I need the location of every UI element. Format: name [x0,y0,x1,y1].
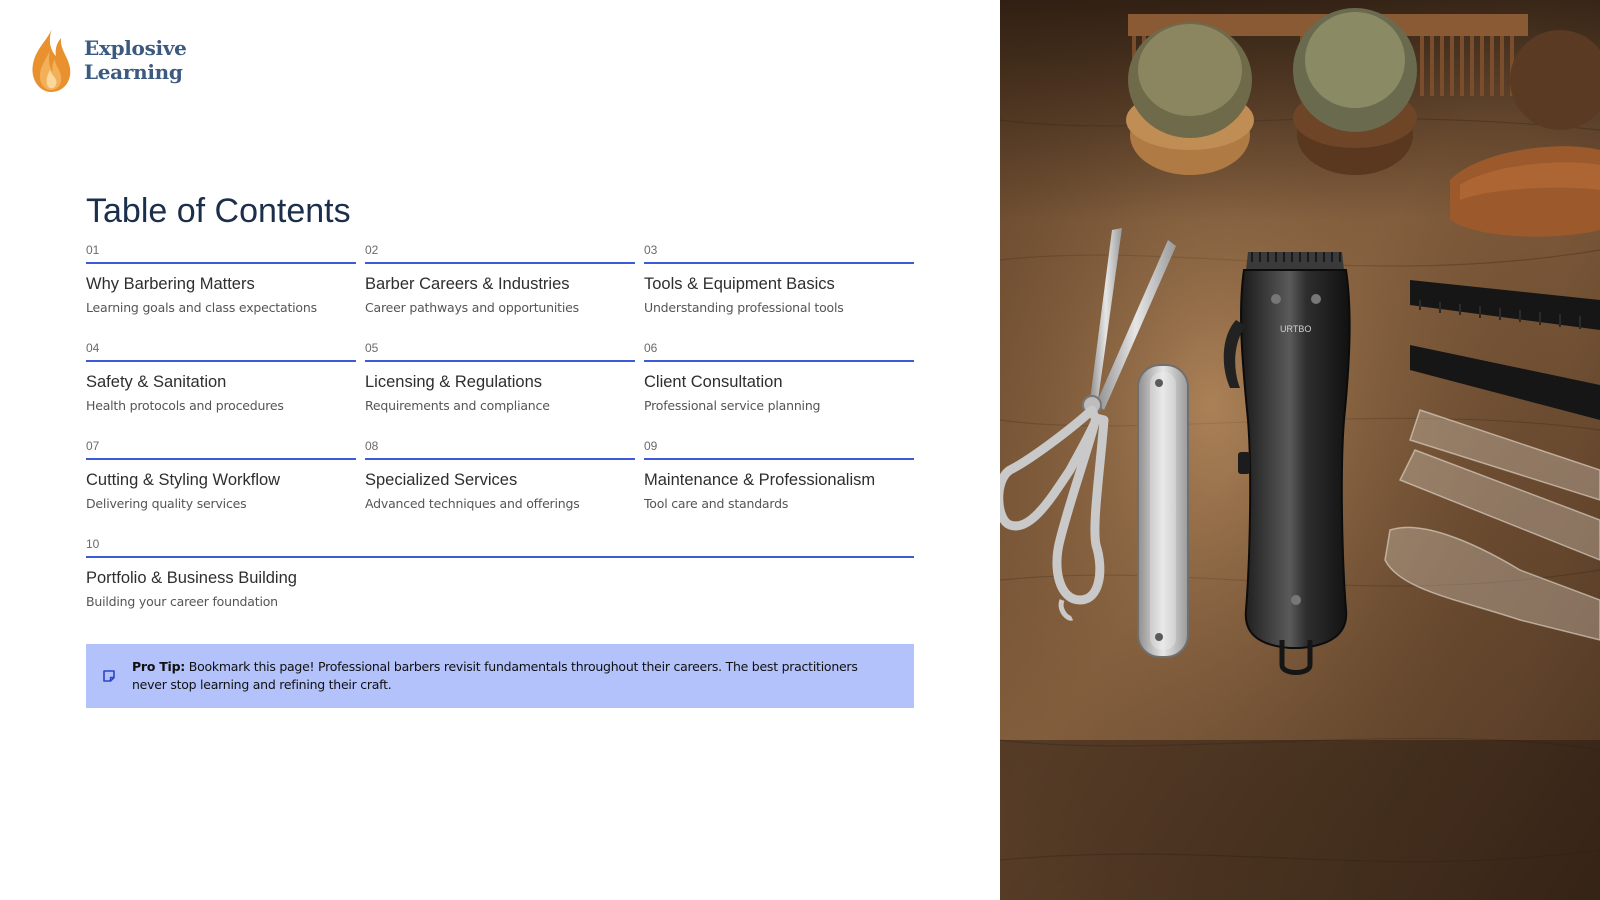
barber-tools-illustration [1000,0,1600,900]
brand-name-line2: Learning [84,60,183,84]
brand-name-line1: Explosive [84,36,187,60]
brand-name [84,36,187,84]
toc-item-title: Tools & Equipment Basics [644,275,835,293]
toc-item-subtitle: Building your career foundation [86,594,278,609]
toc-item-subtitle: Learning goals and class expectations [86,300,317,315]
toc-item-07[interactable] [86,438,356,536]
toc-item-number: 10 [86,536,914,558]
toc-item-10[interactable] [86,536,914,634]
toc-item-title: Cutting & Styling Workflow [86,471,281,489]
toc-item-04[interactable] [86,340,356,438]
toc-item-title: Maintenance & Professionalism [644,471,876,489]
toc-item-03[interactable] [644,242,914,340]
toc-item-subtitle: Advanced techniques and offerings [365,496,580,511]
toc-item-number: 04 [86,340,356,362]
barber-tools-photo [1000,0,1600,900]
toc-item-subtitle: Professional service planning [644,398,821,413]
toc-item-title: Barber Careers & Industries [365,275,570,293]
flame-icon [28,26,74,94]
toc-item-subtitle: Understanding professional tools [644,300,844,315]
toc-section [86,190,914,634]
toc-item-number: 07 [86,438,356,460]
toc-item-subtitle: Career pathways and opportunities [365,300,579,315]
toc-item-subtitle: Tool care and standards [644,496,789,511]
toc-item-title: Portfolio & Business Building [86,569,297,587]
pro-tip-callout [86,644,914,708]
toc-item-09[interactable] [644,438,914,536]
toc-item-subtitle: Requirements and compliance [365,398,550,413]
toc-item-number: 06 [644,340,914,362]
toc-item-05[interactable] [365,340,635,438]
pro-tip-body: Bookmark this page! Professional barbers revisit fundamentals throughout their careers. The best practitioners never stop learning and refining their craft. [132,659,858,692]
toc-item-06[interactable] [644,340,914,438]
toc-item-title: Client Consultation [644,373,783,391]
toc-item-subtitle: Health protocols and procedures [86,398,284,413]
pro-tip-text [132,658,878,694]
toc-item-number: 09 [644,438,914,460]
toc-item-title: Safety & Sanitation [86,373,227,391]
clipper-brand-text: URTBO [1280,324,1312,334]
page-title: Table of Contents [86,192,351,230]
toc-item-number: 02 [365,242,635,264]
brand-logo [28,26,187,94]
note-icon [102,669,116,683]
toc-item-subtitle: Delivering quality services [86,496,247,511]
toc-grid [86,242,914,634]
toc-item-title: Specialized Services [365,471,518,489]
toc-item-number: 01 [86,242,356,264]
toc-item-number: 08 [365,438,635,460]
toc-item-number: 05 [365,340,635,362]
toc-item-title: Why Barbering Matters [86,275,255,293]
toc-item-08[interactable] [365,438,635,536]
toc-item-01[interactable] [86,242,356,340]
toc-item-number: 03 [644,242,914,264]
pro-tip-label: Pro Tip: [132,659,186,674]
toc-item-title: Licensing & Regulations [365,373,543,391]
toc-item-02[interactable] [365,242,635,340]
